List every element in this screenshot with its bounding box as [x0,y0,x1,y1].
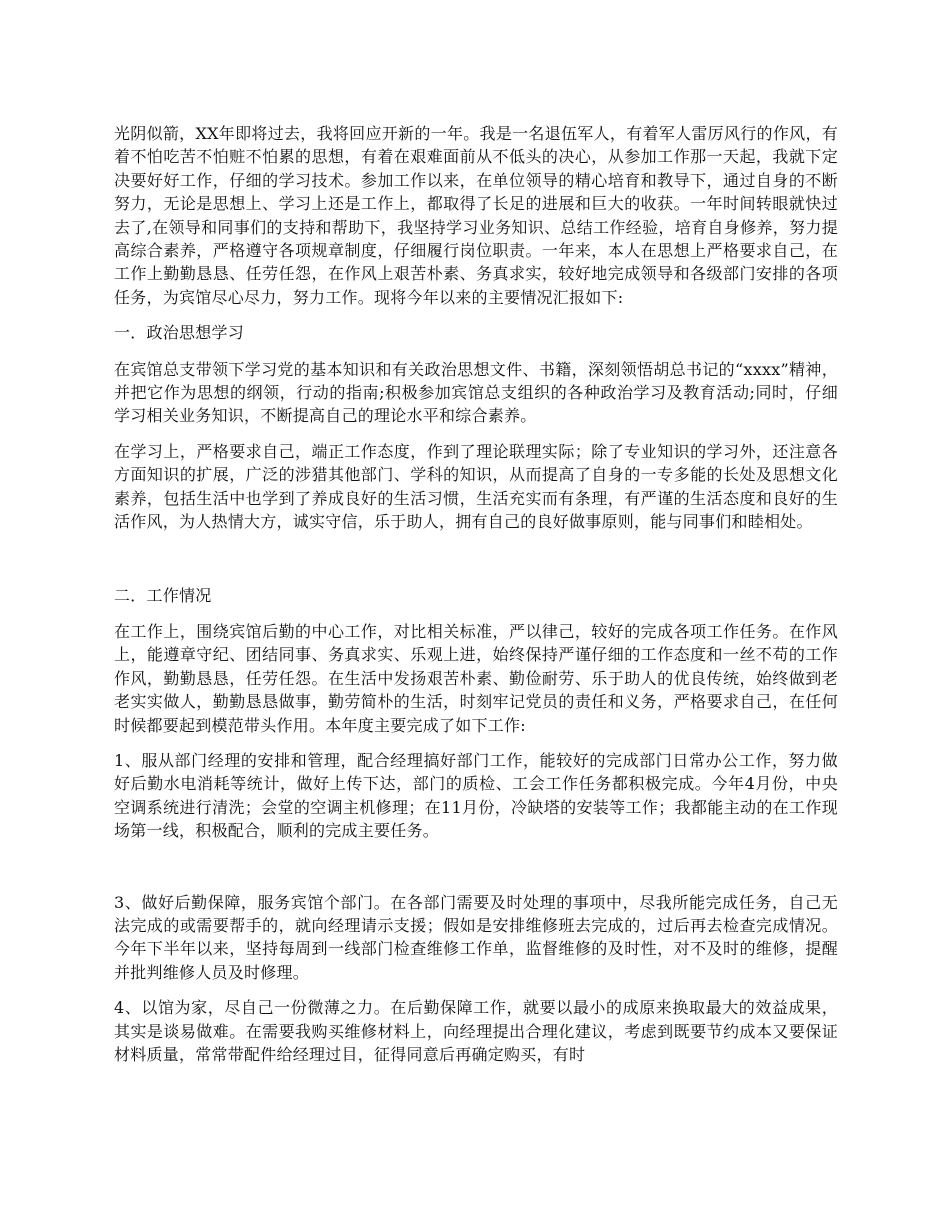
political-study-paragraph-1: 在宾馆总支带领下学习党的基本知识和有关政治思想文件、书籍，深刻领悟胡总书记的“xxxx”精神，并把它作为思想的纲领，行动的指南;积极参加宾馆总支组织的各种政治学习及教育活动;同时，仔细学习相关业务知识，不断提高自己的理论水平和综合素养。 [114,359,838,426]
work-item-3: 3、做好后勤保障，服务宾馆个部门。在各部门需要及时处理的事项中，尽我所能完成任务，自己无法完成的或需要帮手的，就向经理请示支援；假如是安排维修班去完成的，过后再去检查完成情况。今年下半年以来，坚持每周到一线部门检查维修工作单，监督维修的及时性，对不及时的维修，提醒并批判维修人员及时修理。 [114,892,838,982]
section-heading-political-study: 一．政治思想学习 [114,323,245,343]
section-heading-work-situation: 二．工作情况 [114,585,212,605]
blank-spacer [114,546,838,584]
blank-spacer [114,855,838,891]
political-study-paragraph-2: 在学习上，严格要求自己，端正工作态度，作到了理论联理实际；除了专业知识的学习外，还注意各方面知识的扩展，广泛的涉猎其他部门、学科的知识，从而提高了自身的一专多能的长处及思想文化素养，包括生活中也学到了养成良好的生活习惯，生活充实而有条理，有严谨的生活态度和良好的生活作风，为人热情大方，诚实守信，乐于助人，拥有自己的良好做事原则，能与同事们和睦相处。 [114,441,838,532]
work-item-4: 4、以馆为家，尽自己一份微薄之力。在后勤保障工作，就要以最小的成原来换取最大的效益成果，其实是谈易做难。在需要我购买维修材料上，向经理提出合理化建议，考虑到既要节约成本又要保证材料质量，常常带配件给经理过目，征得同意后再确定购买，有时 [114,998,838,1064]
intro-paragraph: 光阴似箭，XX年即将过去，我将回应开新的一年。我是一名退伍军人，有着军人雷厉风行的作风，有着不怕吃苦不怕赃不怕累的思想，有着在艰难面前从不低头的决心，从参加工作那一天起，我就下定决要好好工作，仔细的学习技术。参加工作以来，在单位领导的精心培育和教导下，通过自身的不断努力，无论是思想上、学习上还是工作上，都取得了长足的进展和巨大的收获。一年时间转眼就快过去了,在领导和同事们的支持和帮助下，我坚持学习业务知识、总结工作经验，培育自身修养，努力提高综合素养，严格遵守各项规章制度，仔细履行岗位职责。一年来，本人在思想上严格要求自己，在工作上勤勤恳恳、任劳任怨，在作风上艰苦朴素、务真求实，较好地完成领导和各级部门安排的各项任务，为宾馆尽心尽力，努力工作。现将今年以来的主要情况汇报如下: [114,124,838,307]
work-situation-paragraph: 在工作上，围绕宾馆后勤的中心工作，对比相关标准，严以律己，较好的完成各项工作任务。在作风上，能遵章守纪、团结同事、务真求实、乐观上进，始终保持严谨仔细的工作态度和一丝不苟的工作作风，勤勤恳恳，任劳任怨。在生活中发扬艰苦朴素、勤俭耐劳、乐于助人的优良传统，始终做到老老实实做人，勤勤恳恳做事，勤劳简朴的生活，时刻牢记党员的责任和义务，严格要求自己，在任何时候都要起到模范带头作用。本年度主要完成了如下工作: [114,621,838,735]
work-item-1: 1、服从部门经理的安排和管理，配合经理搞好部门工作，能较好的完成部门日常办公工作，努力做好后勤水电消耗等统计，做好上传下达，部门的质检、工会工作任务都积极完成。今年4月份，中央空调系统进行清洗；会堂的空调主机修理；在11月份，冷缺塔的安装等工作；我都能主动的在工作现场第一线，积极配合，顺利的完成主要任务。 [114,750,838,841]
